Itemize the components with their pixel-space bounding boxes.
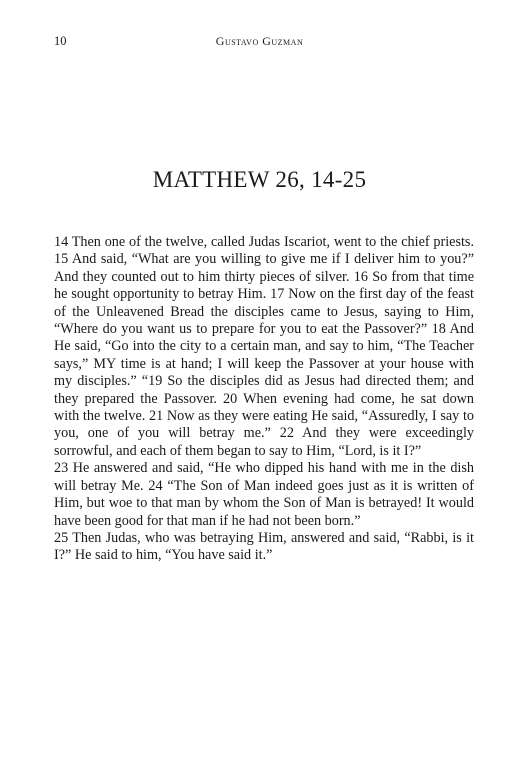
body-text [54,234,474,565]
paragraph: 23 He answered and said, “He who dipped his hand with me in the dish will betray Me. 24 “The Son of Man indeed goes just as it is written of Him, but woe to that man by whom the Son of Man is betrayed! It would have been good for that man if he had not been born.” [54,460,474,529]
running-title: Gustavo Guzman [215,34,304,48]
running-head [54,34,465,52]
page-number: 10 [54,34,67,48]
paragraph: 25 Then Judas, who was betraying Him, answered and said, “Rabbi, is it I?” He said to him, “You have said it.” [54,529,474,564]
paragraph: 14 Then one of the twelve, called Judas Iscariot, went to the chief priests. 15 And said, “What are you willing to give me if I deliver him to you?” And they counted out to him thirty pieces of silver. 16 So from that time he sought opportunity to betray Him. 17 Now on the first day of the feast of the Unleavened Bread the disciples came to Jesus, saying to Him, “Where do you want us to prepare for you to eat the Passover?” 18 And He said, “Go into the city to a certain man, and say to him, “The Teacher says,” MY time is at hand; I will keep the Passover at your house with my disciples.” “19 So the disciples did as Jesus had directed them; and they prepared the Passover. 20 When evening had come, he sat down with the twelve. 21 Now as they were eating He said, “Assuredly, I say to you, one of you will betray me.” 22 And they were exceedingly sorrowful, and each of them began to say to Him, “Lord, is it I?” [54,234,474,459]
chapter-title: MATTHEW 26, 14-25 [152,167,367,192]
